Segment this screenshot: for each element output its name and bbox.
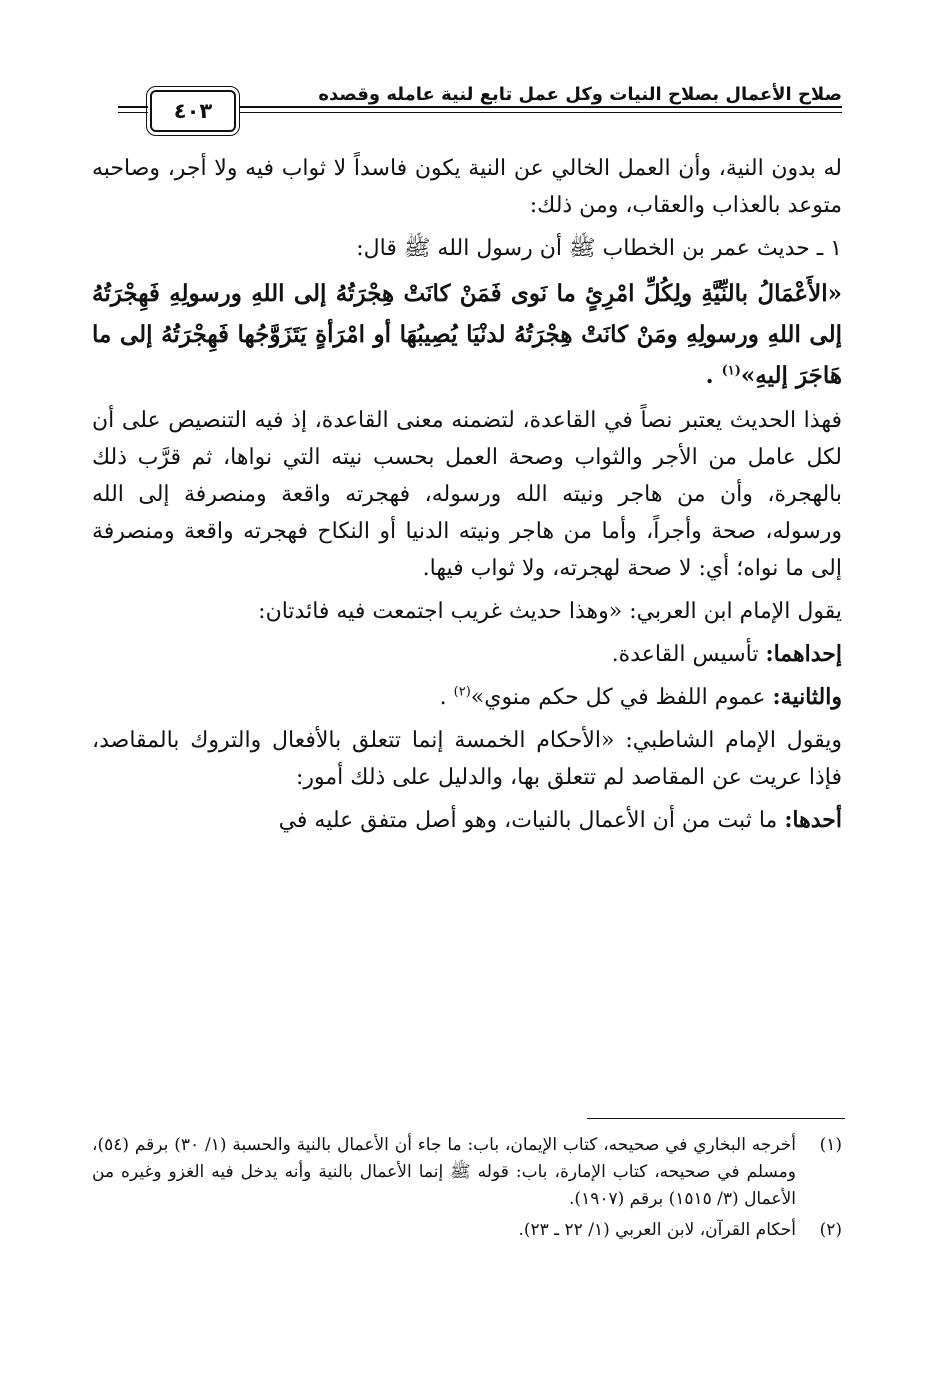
benefit-two: والثانية: عموم اللفظ في كل حكم منوي»$^{(٢)}$ . [439,684,842,710]
main-text [92,150,842,845]
footnote-number: (٢) [819,1220,842,1240]
footnote-item [92,1132,842,1213]
page-number: ٤٠٣ [173,99,213,123]
benefit-one-text: تأسيس القاعدة. [611,642,759,667]
hadith-text: «الأَعْمَالُ بالنِّيَّةِ ولِكُلِّ امْرِئٍ ما نَوى فَمَنْ كانَتْ هِجْرَتُهُ إلى اللهِ ورسولِهِ فَهِجْرَتُهُ إلى اللهِ ورسولِهِ ومَنْ كانَتْ هِجْرَتُهُ لدنْيَا يُصِيبُهَا أو امْرَأةٍ يَتَزَوَّجُها فَهِجْرَتُهُ إلى ما هَاجَرَ إليهِ» [92,280,842,389]
benefit-one [92,636,842,673]
footnote-separator [587,1118,845,1119]
header-rule-left-lower [118,112,148,113]
footnotes [92,1132,842,1248]
hadith-quote: «الأَعْمَالُ بالنِّيَّةِ ولِكُلِّ امْرِئٍ ما نَوى فَمَنْ كانَتْ هِجْرَتُهُ إلى اللهِ ورسولِهِ فَهِجْرَتُهُ إلى اللهِ ورسولِهِ ومَنْ كانَتْ هِجْرَتُهُ لدنْيَا يُصِيبُهَا أو امْرَأةٍ يَتَزَوَّجُها فَهِجْرَتُهُ إلى ما هَاجَرَ إليهِ»$^{(١)}$ . [92,280,842,389]
point-one-text: ما ثبت من أن الأعمال بالنيات، وهو أصل متفق عليه في [278,808,778,833]
footnote-number: (١) [819,1135,842,1155]
footnote-text: أخرجه البخاري في صحيحه، كتاب الإيمان، باب: ما جاء أن الأعمال بالنية والحسبة (١/ ٣٠) برقم (٥٤)، ومسلم في صحيحه، كتاب الإمارة، باب: قوله ﷺ إنما الأعمال بالنية وأنه يدخل فيه الغزو وغيره من الأعمال (٣/ ١٥١٥) برقم (١٩٠٧). [92,1135,796,1209]
header-rule-right-lower [240,112,842,113]
footnote-item [92,1217,842,1244]
running-header-title: صلاح الأعمال بصلاح النيات وكل عمل تابع لنية عامله وقصده [318,84,842,105]
paragraph-ibn-arabi: يقول الإمام ابن العربي: «وهذا حديث غريب اجتمعت فيه فائدتان: [258,599,842,624]
footnote-ref-2: (٢) [453,684,471,700]
page-number-frame [150,90,236,132]
benefit-one-label: إحداهما: [765,641,842,667]
paragraph-explanation: فهذا الحديث يعتبر نصاً في القاعدة، لتضمنه معنى القاعدة، إذ فيه التنصيص على أن لكل عامل من الأجر والثواب وصحة العمل بحسب نيته التي نواها، ثم قرَّب ذلك بالهجرة، وأن من هاجر ونيته الله ورسوله، فهجرته واقعة ومنصرفة إلى الله ورسوله، صحة وأجراً، وأما من هاجر ونيته الدنيا أو النكاح فهجرته واقعة ومنصرفة إلى ما نواه؛ أي: لا صحة لهجرته، ولا ثواب فيها. [92,408,842,581]
footnote-text: أحكام القرآن، لابن العربي (١/ ٢٢ ـ ٢٣). [518,1220,796,1240]
hadith-intro: ١ ـ حديث عمر بن الخطاب ﷺ أن رسول الله ﷺ قال: [356,236,842,261]
paragraph-intro: له بدون النية، وأن العمل الخالي عن النية يكون فاسداً لا ثواب فيه ولا أجر، وصاحبه متوعد بالعذاب والعقاب، ومن ذلك: [92,156,842,218]
header-rule-right [240,106,842,108]
footnote-ref-1: (١) [721,363,741,379]
point-one-label: أحدها: [784,807,842,833]
header-rule-left [118,106,148,108]
benefit-two-text: عموم اللفظ في كل حكم منوي» [470,685,766,710]
point-one [92,802,842,839]
paragraph-shatibi: ويقول الإمام الشاطبي: «الأحكام الخمسة إنما تتعلق بالأفعال والتروك بالمقاصد، فإذا عريت عن المقاصد لم تتعلق بها، والدليل على ذلك أمور: [92,728,842,790]
benefit-two-label: والثانية: [772,684,842,710]
